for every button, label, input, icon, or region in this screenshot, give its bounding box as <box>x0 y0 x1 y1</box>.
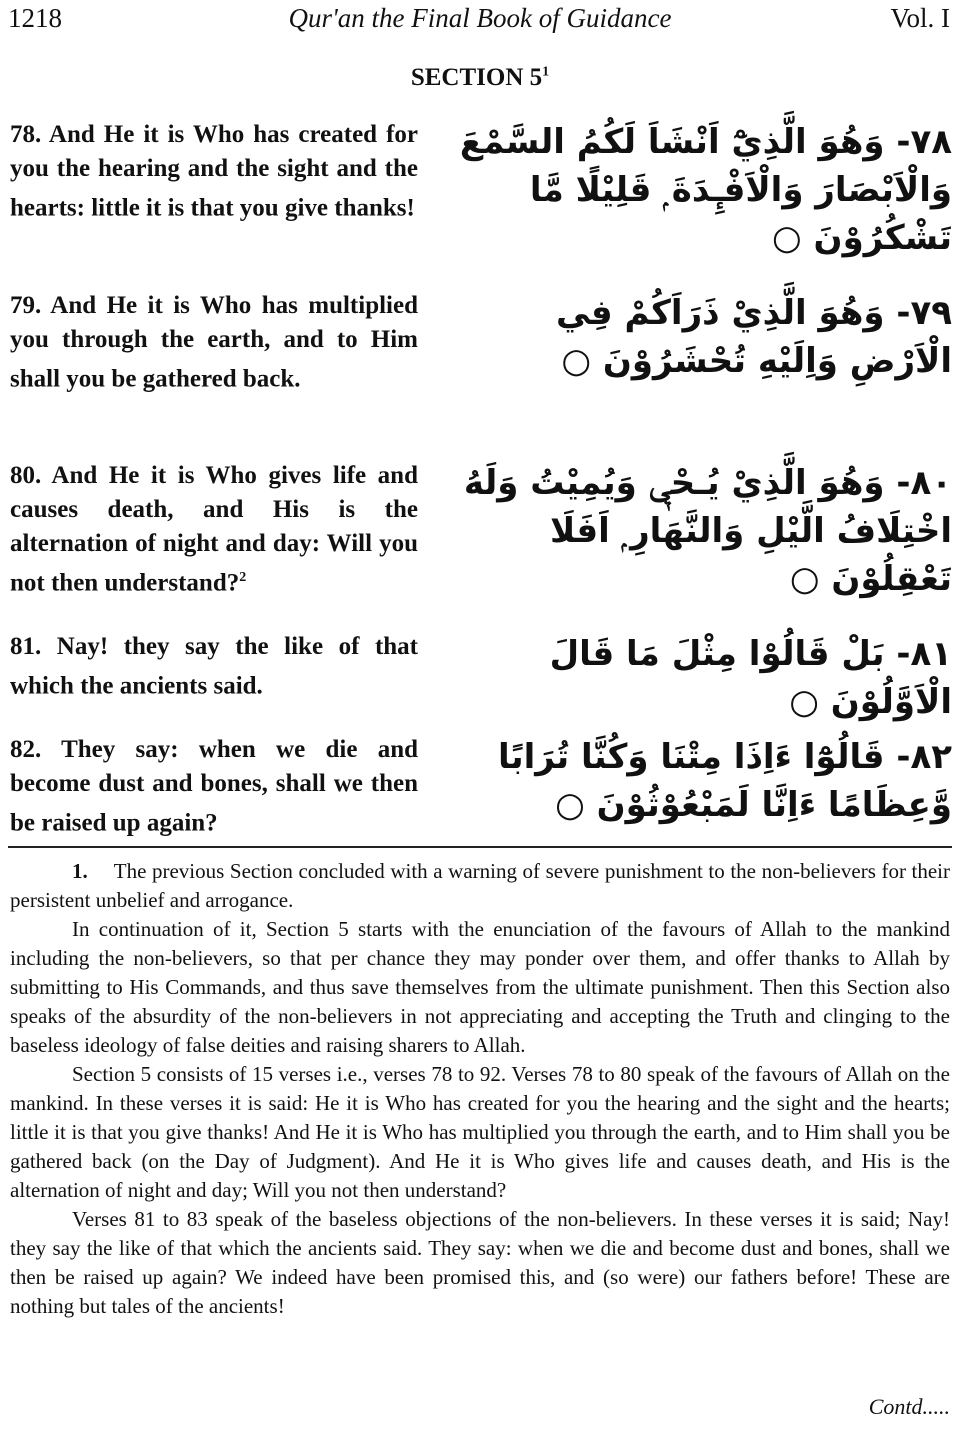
footnotes <box>10 857 950 1321</box>
footnote-paragraph: Verses 81 to 83 speak of the baseless objections of the non-believers. In these verses it is said; Nay! they say the like of that which the ancients said. They say: when we die and become dust and bones, shall we then be raised up again? We indeed have been promised this, and (so were) our fathers before! These are nothing but tales of the ancients! <box>10 1207 950 1318</box>
verse-arabic: ٧٩- وَهُوَ الَّذِيْ ذَرَاَكُمْ فِي الْاَرْضِ وَاِلَيْهِ تُحْشَرُوْنَ ○ <box>556 293 952 381</box>
verse-english-text: 81. Nay! they say the like of that which the ancients said. <box>10 633 418 700</box>
footnote-divider <box>8 846 952 848</box>
footnote-number: 1. <box>72 859 88 883</box>
continued-label: Contd..... <box>868 1394 950 1419</box>
footnote-paragraph: In continuation of it, Section 5 starts with the enunciation of the favours of Allah to the mankind including the non-believers, so that per chance they may ponder over them, and offer thanks to Allah by submitting to His Commands, and thus save themselves from the ultimate punishment. Then this Section also speaks of the absurdity of the non-believers in not appreciating and accepting the Truth and clinging to the baseless ideology of false deities and raising sharers to Allah. <box>10 917 950 1057</box>
verse-english-text: 82. They say: when we die and become dust and bones, shall we then be raised up again? <box>10 736 418 837</box>
page-number: 1218 <box>8 3 62 33</box>
section-footnote-ref: 1 <box>542 64 550 80</box>
verse-footnote-ref: 2 <box>239 570 247 585</box>
verse-english <box>10 630 418 703</box>
verse-english <box>10 459 418 600</box>
verse-english <box>10 289 418 396</box>
verse-arabic: ٨١- بَلْ قَالُوْا مِثْلَ مَا قَالَ الْاَوَّلُوْنَ ○ <box>549 634 952 722</box>
verse-arabic: ٨٠- وَهُوَ الَّذِيْ يُـحْيٖ وَيُمِيْتُ وَلَهُ اخْتِلَافُ الَّيْلِ وَالنَّهَارِ ۭ اَفَلَا تَعْقِلُوْنَ ○ <box>463 463 952 599</box>
verse-english-text: 80. And He it is Who gives life and causes death, and His is the alternation of night and day: Will you not then understand? <box>10 462 418 597</box>
verse-english <box>10 733 418 840</box>
verse-arabic: ٨٢- قَالُوْٓا ءَاِذَا مِتْنَا وَكُنَّا تُرَابًا وَّعِظَامًا ءَاِنَّا لَمَبْعُوْثُوْنَ ○ <box>498 737 952 825</box>
volume-label: Vol. I <box>890 3 950 33</box>
footnote-paragraph: Section 5 consists of 15 verses i.e., verses 78 to 92. Verses 78 to 80 speak of the favours of Allah on the mankind. In these verses it is said: He it is Who has created for you the hearing and the sight and the hearts; little it is that you give thanks! And He it is Who has multiplied you through the earth, and to Him shall you be gathered back (on the Day of Judgment). And He it is Who gives life and causes death, and His is the alternation of night and day; Will you not then understand? <box>10 1062 950 1202</box>
verse-arabic: ٧٨- وَهُوَ الَّذِيْٓ اَنْشَاَ لَكُمُ السَّمْعَ وَالْاَبْصَارَ وَالْاَفْـِٕدَةَ ۭ قَلِيْلًا مَّا تَشْكُرُوْنَ ○ <box>459 122 952 258</box>
section-heading <box>0 64 960 92</box>
footnote-text: The previous Section concluded with a warning of severe punishment to the non-believers for their persistent unbelief and arrogance. <box>10 859 950 912</box>
section-title: SECTION 5 <box>410 64 543 91</box>
footnote-paragraph <box>10 857 950 915</box>
verse-english <box>10 118 418 225</box>
verse-english-text: 79. And He it is Who has multiplied you through the earth, and to Him shall you be gathered back. <box>10 292 418 393</box>
page-header <box>0 0 960 40</box>
verse-english-text: 78. And He it is Who has created for you the hearing and the sight and the hearts: little it is that you give thanks! <box>10 121 418 222</box>
book-title: Qur'an the Final Book of Guidance <box>288 3 672 33</box>
